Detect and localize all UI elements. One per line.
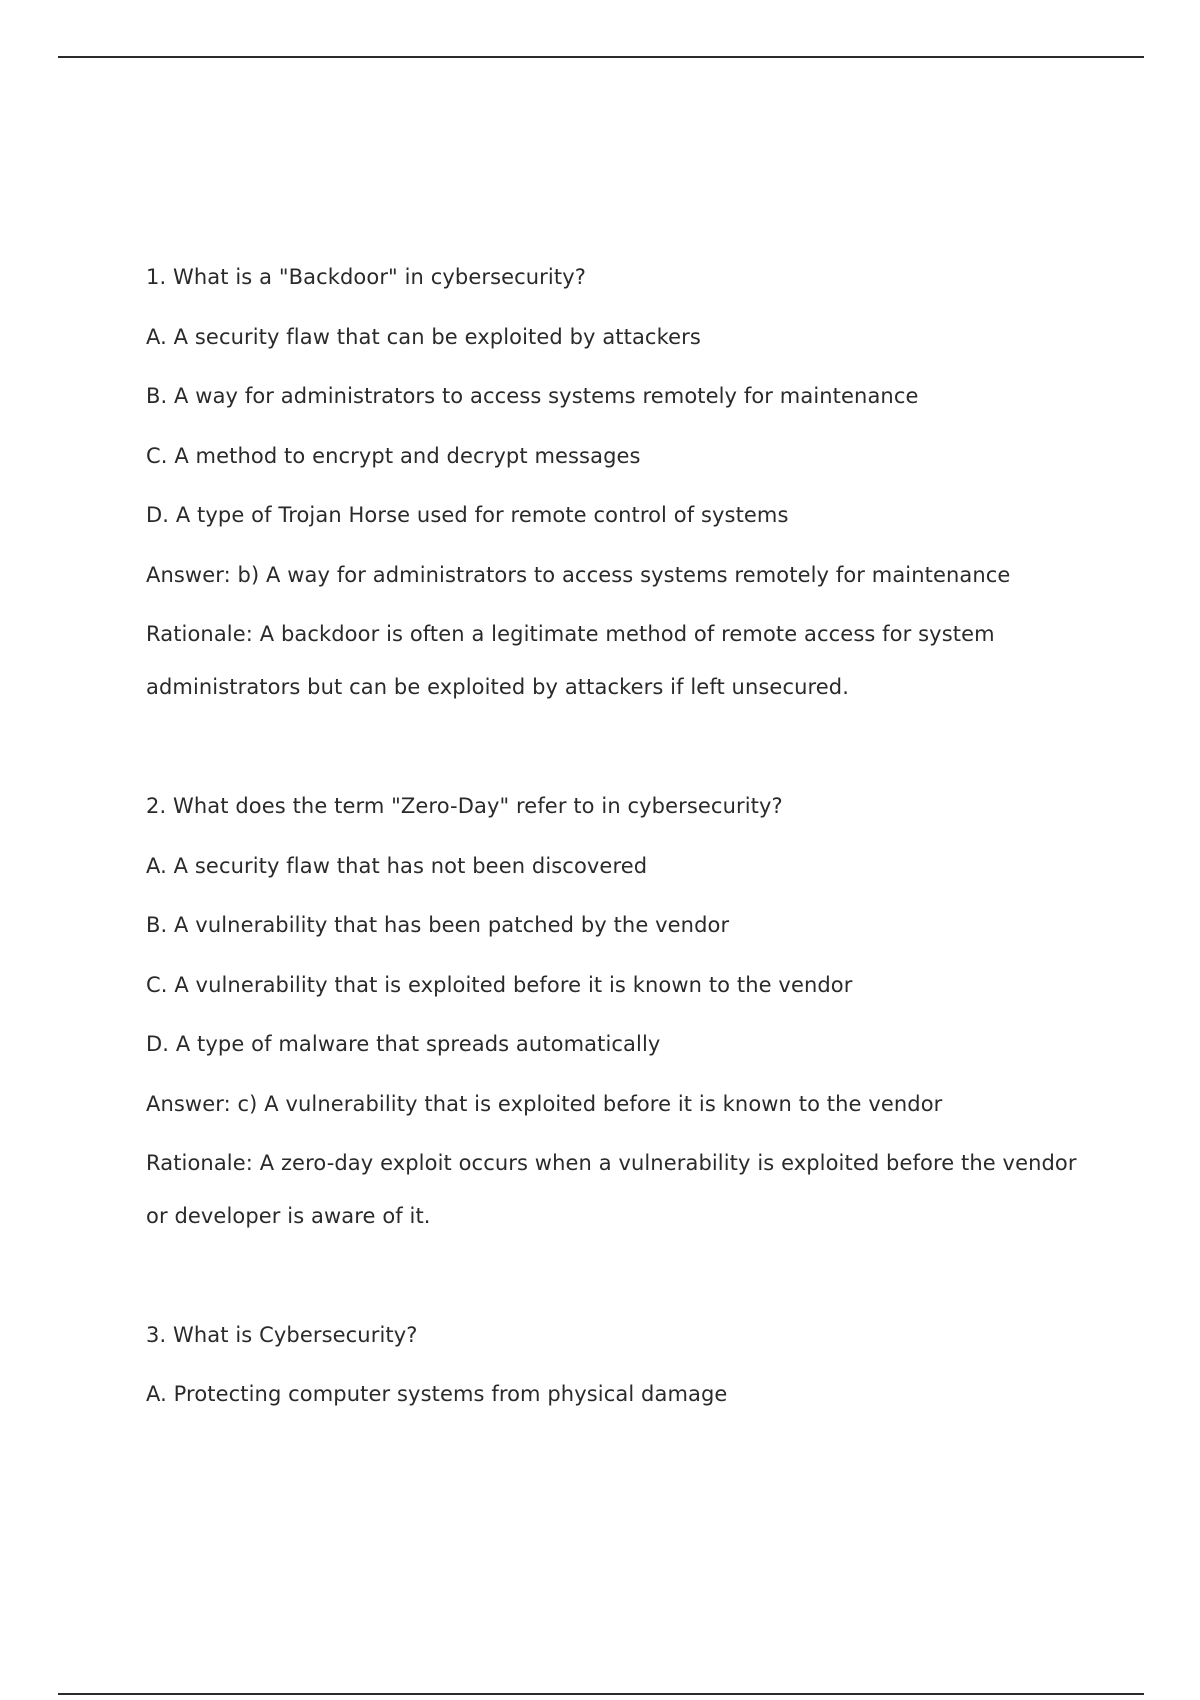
header-rule [58,56,1144,58]
question-1-rationale-line-2: administrators but can be exploited by attackers if left unsecured. [146,675,849,699]
question-2-option-d: D. A type of malware that spreads automatically [146,1032,661,1056]
question-3-option-a: A. Protecting computer systems from physical damage [146,1382,728,1406]
question-3-text: 3. What is Cybersecurity? [146,1323,418,1347]
question-2-rationale-line-1: Rationale: A zero-day exploit occurs when a vulnerability is exploited before the vendor [146,1151,1077,1175]
question-2-option-a: A. A security flaw that has not been discovered [146,854,648,878]
question-1-option-c: C. A method to encrypt and decrypt messages [146,444,641,468]
question-2-rationale-line-2: or developer is aware of it. [146,1204,431,1228]
question-1-rationale-line-1: Rationale: A backdoor is often a legitimate method of remote access for system [146,622,995,646]
question-1-option-b: B. A way for administrators to access systems remotely for maintenance [146,384,919,408]
footer-rule [58,1693,1144,1695]
question-1-answer: Answer: b) A way for administrators to access systems remotely for maintenance [146,563,1011,587]
question-1-text: 1. What is a "Backdoor" in cybersecurity? [146,265,586,289]
question-1-option-a: A. A security flaw that can be exploited by attackers [146,325,701,349]
question-2-option-b: B. A vulnerability that has been patched by the vendor [146,913,730,937]
question-1-option-d: D. A type of Trojan Horse used for remote control of systems [146,503,789,527]
question-2-option-c: C. A vulnerability that is exploited before it is known to the vendor [146,973,853,997]
question-2-answer: Answer: c) A vulnerability that is exploited before it is known to the vendor [146,1092,943,1116]
question-2-text: 2. What does the term "Zero-Day" refer to in cybersecurity? [146,794,783,818]
